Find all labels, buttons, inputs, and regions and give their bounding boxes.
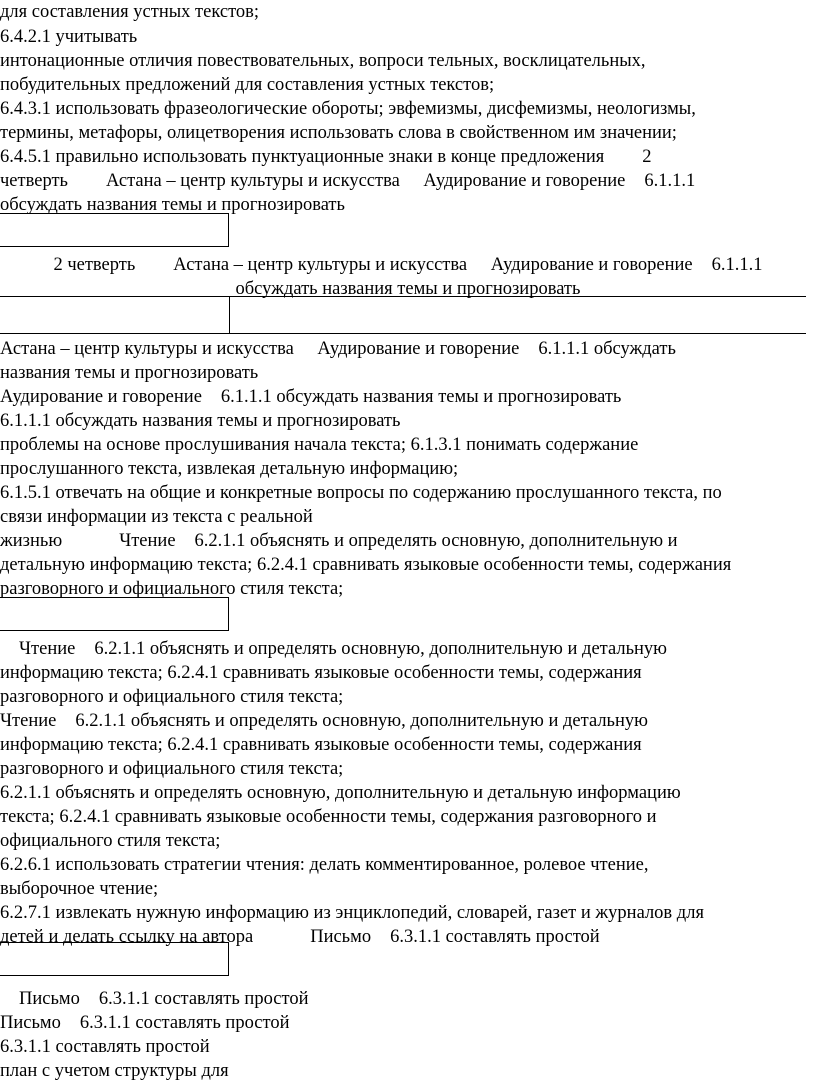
text-line: Аудирование и говорение 6.1.1.1 обсуждать названия темы и прогнозировать — [0, 387, 607, 407]
table-cell-box — [0, 942, 229, 976]
table-column-rule — [229, 296, 230, 333]
text-line: интонационные отличия повествовательных, вопроси тельных, восклицательных, — [0, 51, 646, 71]
text-line: четверть Астана – центр культуры и искусства Аудирование и говорение 6.1.1.1 — [0, 171, 629, 191]
text-line: информацию текста; 6.2.4.1 сравнивать языковые особенности темы, содержания — [0, 735, 642, 755]
text-line: побудительных предложений для составления устных текстов; — [0, 75, 495, 95]
text-line: текста; 6.2.4.1 сравнивать языковые особенности темы, содержания разговорного и — [0, 807, 657, 827]
table-rule — [0, 296, 806, 297]
text-line: Чтение 6.2.1.1 объяснять и определять основную, дополнительную и детальную — [0, 639, 634, 659]
text-line: 6.3.1.1 составлять простой — [0, 1037, 210, 1057]
text-line: детальную информацию текста; 6.2.4.1 сравнивать языковые особенности темы, содержания — [0, 555, 732, 575]
text-line: разговорного и официального стиля текста; — [0, 579, 344, 599]
text-line: выборочное чтение; — [0, 879, 159, 899]
text-line: разговорного и официального стиля текста; — [0, 687, 344, 707]
text-line: жизнью Чтение 6.2.1.1 объяснять и определять основную, дополнительную и — [0, 531, 611, 551]
text-line: 6.4.2.1 учитывать — [0, 27, 138, 47]
text-line: для составления устных текстов; — [0, 2, 260, 22]
table-cell-box — [0, 213, 229, 247]
text-line: связи информации из текста с реальной — [0, 507, 313, 527]
text-line: обсуждать названия темы и прогнозировать — [0, 195, 345, 215]
text-line: 6.2.1.1 объяснять и определять основную, дополнительную и детальную информацию — [0, 783, 681, 803]
text-line: 6.1.1.1 обсуждать названия темы и прогнозировать — [0, 411, 401, 431]
text-line: 6.4.3.1 использовать фразеологические обороты; эвфемизмы, дисфемизмы, неологизмы, — [0, 99, 696, 119]
text-line: проблемы на основе прослушивания начала текста; 6.1.3.1 понимать содержание — [0, 435, 639, 455]
text-line: Письмо 6.3.1.1 составлять простой — [0, 1013, 276, 1033]
text-line: Астана – центр культуры и искусства Аудирование и говорение 6.1.1.1 обсуждать — [0, 339, 643, 359]
text-line: официального стиля текста; — [0, 831, 221, 851]
text-line: термины, метафоры, олицетворения использовать слова в свойственном им значении; — [0, 123, 677, 143]
centered-text-line: обсуждать названия темы и прогнозировать — [235, 279, 581, 299]
text-line: Чтение 6.2.1.1 объяснять и определять основную, дополнительную и детальную — [0, 711, 634, 731]
text-line: Письмо 6.3.1.1 составлять простой — [0, 989, 276, 1009]
text-line: информацию текста; 6.2.4.1 сравнивать языковые особенности темы, содержания — [0, 663, 642, 683]
text-line: детей и делать ссылку на автора Письмо 6.3.1.1 составлять простой — [0, 927, 533, 947]
text-line: прослушанного текста, извлекая детальную информацию; — [0, 459, 459, 479]
text-line: 6.2.6.1 использовать стратегии чтения: делать комментированное, ролевое чтение, — [0, 855, 649, 875]
text-line: разговорного и официального стиля текста; — [0, 759, 344, 779]
table-rule — [0, 333, 806, 334]
text-line: названия темы и прогнозировать — [0, 363, 259, 383]
table-cell-box — [0, 597, 229, 631]
text-line: 6.2.7.1 извлекать нужную информацию из энциклопедий, словарей, газет и журналов для — [0, 903, 704, 923]
centered-text-line: 2 четверть Астана – центр культуры и искусства Аудирование и говорение 6.1.1.1 — [86, 255, 730, 275]
text-line: план с учетом структуры для — [0, 1061, 229, 1081]
text-line: 6.1.5.1 отвечать на общие и конкретные вопросы по содержанию прослушанного текста, по — [0, 483, 722, 503]
text-line: 6.4.5.1 правильно использовать пунктуационные знаки в конце предложения 2 — [0, 147, 619, 167]
